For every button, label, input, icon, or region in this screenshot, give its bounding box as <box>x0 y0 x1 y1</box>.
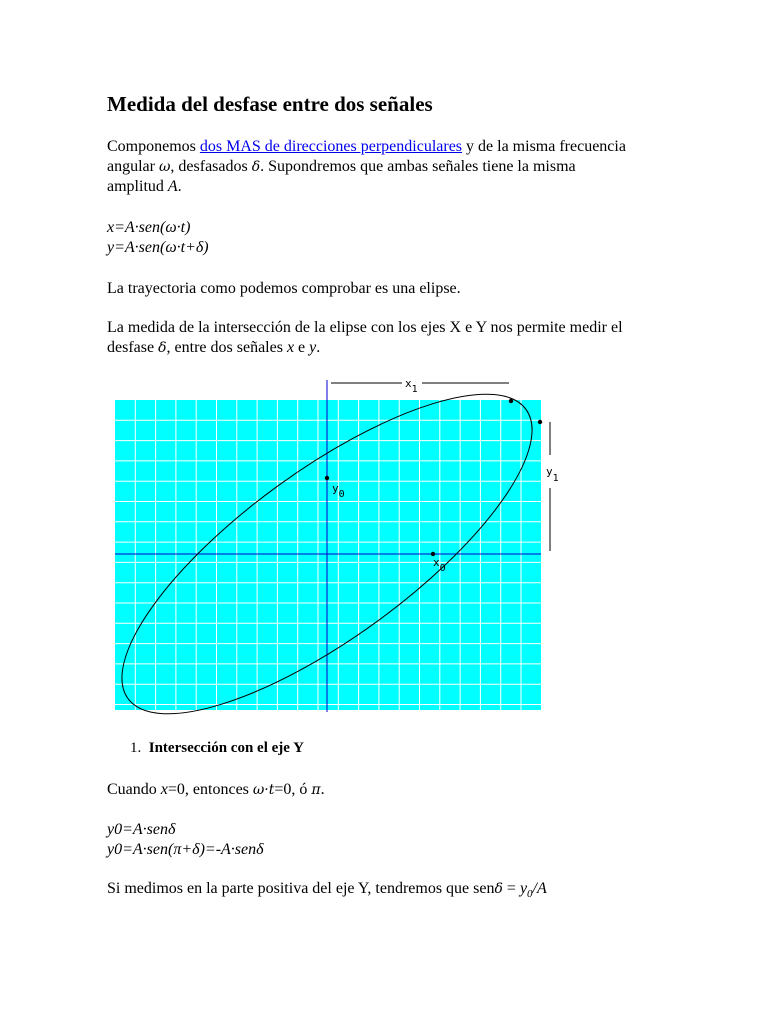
label-x1: x1 <box>405 377 418 395</box>
measure-text: La medida de la intersección de la elipse con los ejes X e Y nos permite medir el <box>107 319 623 336</box>
measure-text: , entre dos señales <box>166 339 287 356</box>
point-x1 <box>509 399 513 403</box>
list-number: 1. <box>130 740 142 756</box>
delta-symbol: δ <box>494 881 503 897</box>
cuando-x: x <box>160 781 168 798</box>
conclusion-part: /A <box>532 880 547 897</box>
cuando-part: Cuando <box>107 781 161 798</box>
y0-symbol: y <box>519 880 528 897</box>
cuando-part: =0, ó <box>274 781 312 798</box>
signal-x: x <box>286 339 295 356</box>
intro-text: , desfasados <box>170 158 252 175</box>
conclusion-text <box>107 879 547 904</box>
equation-y0-1: y0=A·senδ <box>107 821 176 838</box>
point-y0 <box>325 476 329 480</box>
y0-subscript: 0 <box>527 888 533 901</box>
mas-link[interactable]: dos MAS de direcciones perpendiculares <box>199 138 463 155</box>
page-title: Medida del desfase entre dos señales <box>107 92 433 116</box>
equations <box>107 218 209 258</box>
cuando-part: =0, entonces <box>167 781 253 798</box>
conclusion-part: = <box>502 880 520 897</box>
intro-text: angular <box>107 158 159 175</box>
intro-text: . <box>177 178 182 195</box>
list-item <box>130 740 304 757</box>
cuando-part: . <box>320 781 325 798</box>
equation-x: x=A·sen(ω·t) <box>107 219 191 236</box>
point-y1 <box>538 420 542 424</box>
measure-text: e <box>294 339 310 356</box>
signal-y: y <box>309 339 317 356</box>
delta-symbol: δ <box>158 340 167 356</box>
omega-t: ω·t <box>252 782 275 798</box>
intro-text: y de la misma frecuencia <box>462 138 626 155</box>
intro-text: amplitud <box>107 178 168 195</box>
equation-y0-2: y0=A·sen(π+δ)=-A·senδ <box>107 841 264 858</box>
label-x0: x0 <box>433 556 446 574</box>
conclusion-part: Si medimos en la parte positiva del eje Y, tendremos que sen <box>107 880 495 897</box>
measure-text: desfase <box>107 339 159 356</box>
omega-symbol: ω <box>158 159 171 175</box>
measure-paragraph <box>107 318 623 358</box>
measure-text: . <box>316 339 321 356</box>
delta-symbol: δ <box>251 159 261 175</box>
pi-symbol: π <box>311 782 321 798</box>
intro-text: . Supondremos que ambas señales tiene la misma <box>260 158 576 175</box>
intro-text: Componemos <box>107 138 200 155</box>
equation-y: y=A·sen(ω·t+δ) <box>107 239 209 256</box>
y0-equations <box>107 820 264 860</box>
list-heading: Intersección con el eje Y <box>148 740 304 756</box>
intro-paragraph <box>107 137 626 197</box>
cuando-text <box>107 780 325 800</box>
label-y1: y1 <box>546 465 559 484</box>
trajectory-text: La trayectoria como podemos comprobar es una elipse. <box>107 280 461 297</box>
label-y0: y0 <box>332 482 345 500</box>
amplitude-symbol: A <box>167 178 178 195</box>
ellipse-figure <box>107 370 572 715</box>
